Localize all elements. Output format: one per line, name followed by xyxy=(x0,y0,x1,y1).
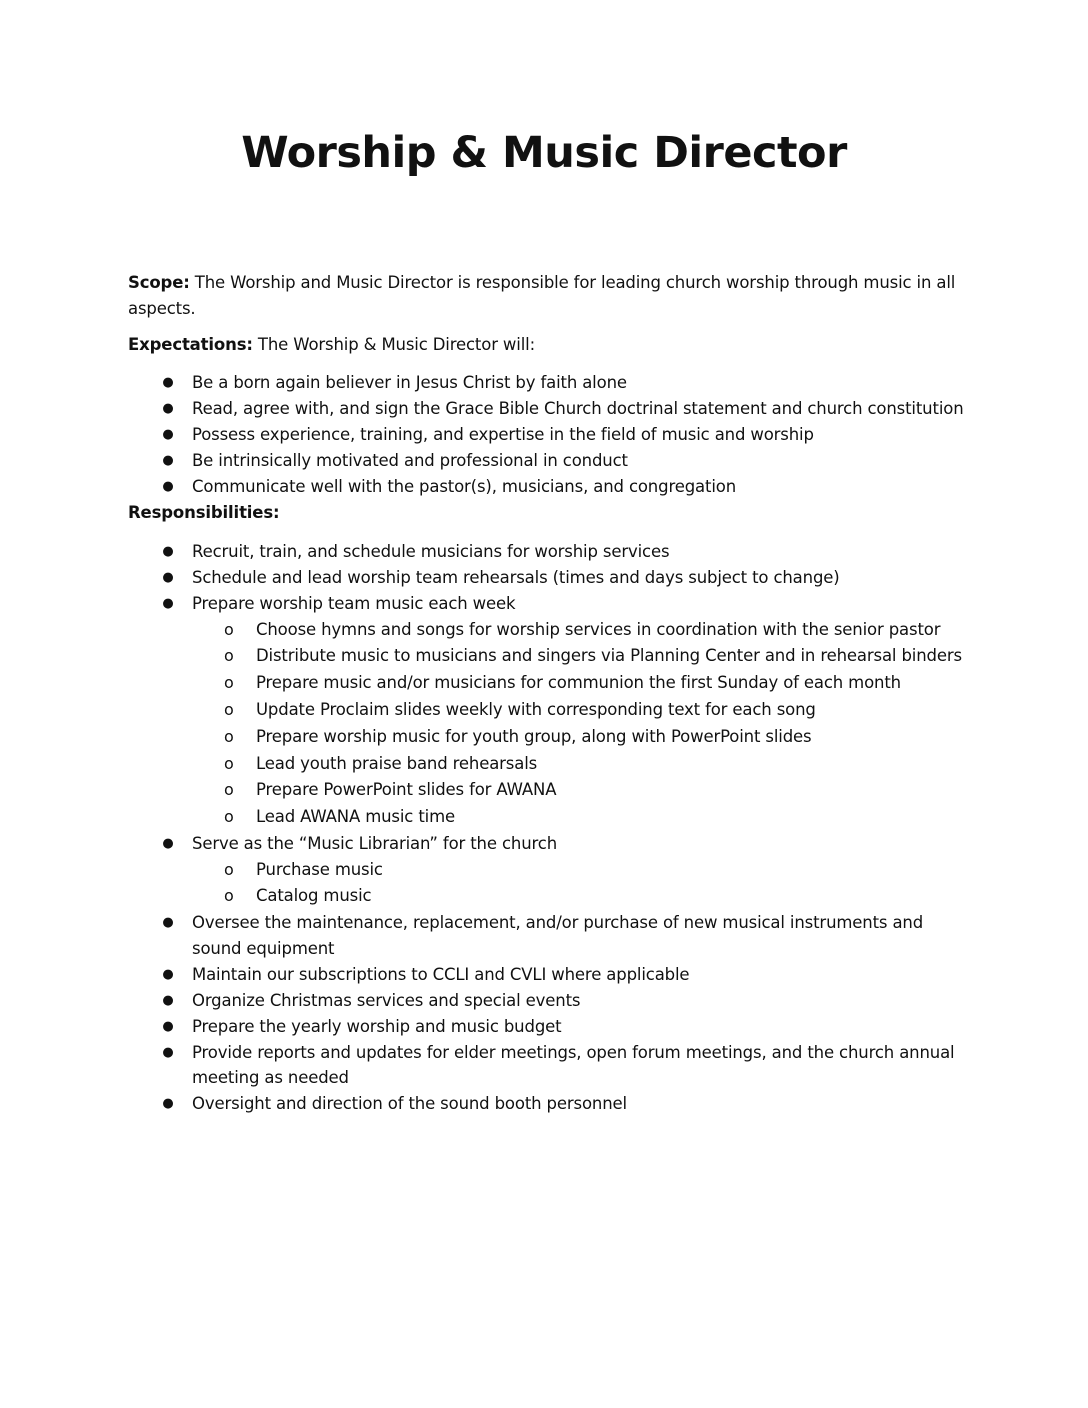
sub-list-item xyxy=(128,751,968,778)
bullet-marker: ● xyxy=(162,992,174,1008)
bullet-marker: ● xyxy=(162,569,174,585)
sub-bullet-marker: o xyxy=(224,726,234,746)
sub-list-item-text: Prepare music and/or musicians for communion the first Sunday of each month xyxy=(256,673,901,693)
list-item-text: Communicate well with the pastor(s), musicians, and congregation xyxy=(192,477,737,497)
sub-bullet-marker: o xyxy=(224,673,234,693)
page-title: Worship & Music Director xyxy=(241,128,847,178)
sub-list-item-text: Lead youth praise band rehearsals xyxy=(256,753,538,773)
document-body xyxy=(128,270,968,1117)
list-item xyxy=(128,422,968,448)
list-item-text: Organize Christmas services and special events xyxy=(192,990,581,1010)
list-item xyxy=(128,962,968,988)
sub-bullet-marker: o xyxy=(224,886,234,906)
bullet-marker: ● xyxy=(162,1044,174,1060)
responsibilities-heading: Responsibilities: xyxy=(128,503,280,523)
list-item xyxy=(128,1040,968,1091)
list-item-text: Schedule and lead worship team rehearsals (times and days subject to change) xyxy=(192,567,840,587)
scope-text: The Worship and Music Director is responsible for leading church worship through music in all aspects. xyxy=(128,273,956,318)
list-item-text: Possess experience, training, and expertise in the field of music and worship xyxy=(192,425,814,445)
sub-bullet-marker: o xyxy=(224,619,234,639)
list-item xyxy=(128,1091,968,1117)
bullet-marker: ● xyxy=(162,835,174,851)
sub-list-item xyxy=(128,617,968,644)
bullet-marker: ● xyxy=(162,915,174,931)
scope-paragraph xyxy=(128,270,968,321)
sub-bullet-marker: o xyxy=(224,646,234,666)
list-item-text: Serve as the “Music Librarian” for the church xyxy=(192,833,557,853)
sub-list-item xyxy=(128,777,968,804)
bullet-marker: ● xyxy=(162,966,174,982)
sub-list-item xyxy=(128,857,968,884)
bullet-marker: ● xyxy=(162,1018,174,1034)
sub-list-item-text: Purchase music xyxy=(256,859,383,879)
bullet-marker: ● xyxy=(162,595,174,611)
list-item-text: Provide reports and updates for elder meetings, open forum meetings, and the church annual meeting as needed xyxy=(192,1042,955,1088)
expectations-label: Expectations: xyxy=(128,335,253,355)
list-item xyxy=(128,591,968,831)
list-item xyxy=(128,474,968,500)
list-item-text: Be a born again believer in Jesus Christ by faith alone xyxy=(192,373,627,393)
list-item xyxy=(128,1014,968,1040)
expectations-paragraph xyxy=(128,332,968,358)
list-item xyxy=(128,988,968,1014)
sub-bullet-marker: o xyxy=(224,780,234,800)
sub-list-item xyxy=(128,670,968,697)
responsibilities-list xyxy=(128,539,968,1117)
list-item xyxy=(128,831,968,910)
list-item-text: Prepare worship team music each week xyxy=(192,593,516,613)
bullet-marker: ● xyxy=(162,1096,174,1111)
bullet-marker: ● xyxy=(162,479,174,495)
sub-list-item-text: Update Proclaim slides weekly with corresponding text for each song xyxy=(256,699,816,719)
sub-bullet-marker: o xyxy=(224,859,234,879)
sub-list xyxy=(192,857,968,911)
bullet-marker: ● xyxy=(162,401,174,417)
sub-list-item-text: Lead AWANA music time xyxy=(256,807,455,827)
list-item-text: Recruit, train, and schedule musicians for worship services xyxy=(192,541,670,561)
list-item xyxy=(128,910,968,961)
list-item xyxy=(128,448,968,474)
sub-list-item-text: Catalog music xyxy=(256,886,372,906)
list-item-text: Oversight and direction of the sound booth personnel xyxy=(192,1094,627,1113)
bullet-marker: ● xyxy=(162,453,174,469)
sub-list-item-text: Prepare PowerPoint slides for AWANA xyxy=(256,780,557,800)
sub-bullet-marker: o xyxy=(224,807,234,827)
list-item-text: Read, agree with, and sign the Grace Bible Church doctrinal statement and church constitution xyxy=(192,399,964,419)
sub-list-item xyxy=(128,804,968,831)
list-item xyxy=(128,370,968,396)
list-item xyxy=(128,565,968,591)
sub-list-item xyxy=(128,724,968,751)
expectations-text: The Worship & Music Director will: xyxy=(252,335,535,355)
list-item xyxy=(128,396,968,422)
bullet-marker: ● xyxy=(162,427,174,443)
bullet-marker: ● xyxy=(162,543,174,559)
sub-list xyxy=(192,617,968,831)
expectations-list xyxy=(128,370,968,500)
list-item-text: Prepare the yearly worship and music budget xyxy=(192,1016,562,1036)
list-item-text: Be intrinsically motivated and professional in conduct xyxy=(192,451,628,471)
bullet-marker: ● xyxy=(162,375,174,391)
sub-bullet-marker: o xyxy=(224,699,234,719)
sub-list-item-text: Prepare worship music for youth group, along with PowerPoint slides xyxy=(256,726,812,746)
sub-list-item-text: Distribute music to musicians and singers via Planning Center and in rehearsal binders xyxy=(256,646,962,666)
list-item xyxy=(128,539,968,565)
sub-list-item xyxy=(128,883,968,910)
scope-label: Scope: xyxy=(128,273,190,292)
list-item-text: Maintain our subscriptions to CCLI and CVLI where applicable xyxy=(192,964,690,984)
list-item-text: Oversee the maintenance, replacement, and/or purchase of new musical instruments and sound equipment xyxy=(192,913,924,958)
sub-list-item xyxy=(128,697,968,724)
sub-list-item xyxy=(128,643,968,670)
sub-bullet-marker: o xyxy=(224,753,234,773)
sub-list-item-text: Choose hymns and songs for worship services in coordination with the senior pastor xyxy=(256,619,941,639)
